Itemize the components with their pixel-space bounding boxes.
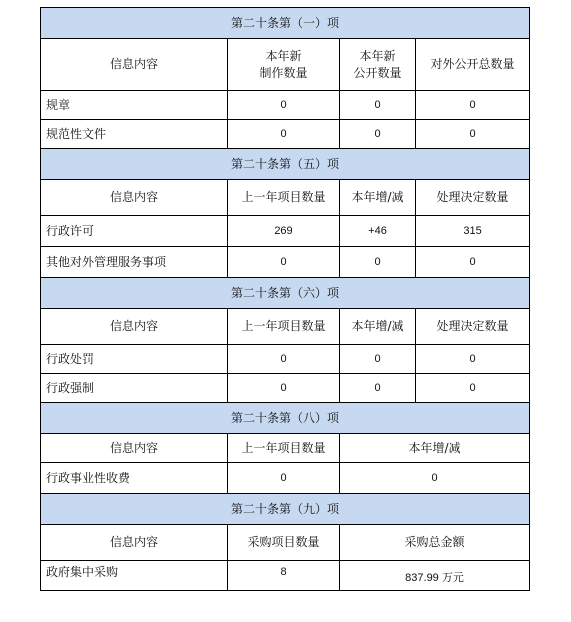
cell-value: 0 (228, 91, 340, 120)
column-header-info-content: 信息内容 (41, 434, 228, 463)
cell-value: 0 (416, 247, 530, 278)
table-row (41, 216, 530, 247)
column-header-change: 本年增/减 (340, 180, 416, 216)
table-row (41, 91, 530, 120)
column-header-last-year-count: 上一年项目数量 (228, 309, 340, 345)
cell-value: 0 (416, 120, 530, 149)
table-row (41, 463, 530, 494)
row-label: 规范性文件 (41, 120, 228, 149)
row-label: 规章 (41, 91, 228, 120)
cell-value: 0 (340, 345, 416, 374)
government-info-disclosure-table (40, 7, 530, 591)
section-title: 第二十条第（六）项 (41, 278, 530, 309)
column-header-change: 本年增/减 (340, 309, 416, 345)
section-title: 第二十条第（九）项 (41, 494, 530, 525)
column-header-purchase-amount: 采购总金额 (340, 525, 530, 561)
cell-value: 0 (340, 247, 416, 278)
table-row (41, 345, 530, 374)
cell-value: 0 (228, 374, 340, 403)
cell-value: 0 (416, 91, 530, 120)
column-header-last-year-count: 上一年项目数量 (228, 180, 340, 216)
column-header-decision-count: 处理决定数量 (416, 309, 530, 345)
cell-value: 0 (228, 120, 340, 149)
column-header-new-created: 本年新 制作数量 (228, 39, 340, 91)
column-header-purchase-count: 采购项目数量 (228, 525, 340, 561)
cell-value: 0 (340, 91, 416, 120)
cell-value: 0 (340, 120, 416, 149)
column-header-info-content: 信息内容 (41, 525, 228, 561)
table-row (41, 374, 530, 403)
cell-value: 0 (416, 345, 530, 374)
column-header-decision-count: 处理决定数量 (416, 180, 530, 216)
row-label: 政府集中采购 (41, 561, 228, 591)
table-row (41, 561, 530, 591)
column-header-change: 本年增/减 (340, 434, 530, 463)
cell-value: 0 (228, 463, 340, 494)
cell-value: 0 (228, 247, 340, 278)
section-title: 第二十条第（一）项 (41, 8, 530, 39)
cell-value: 0 (340, 463, 530, 494)
column-header-info-content: 信息内容 (41, 180, 228, 216)
column-header-total-published: 对外公开总数量 (416, 39, 530, 91)
table-row (41, 247, 530, 278)
section-title: 第二十条第（五）项 (41, 149, 530, 180)
cell-value: 0 (228, 345, 340, 374)
cell-value-total-amount: 837.99 万元 (340, 561, 530, 591)
cell-value: 269 (228, 216, 340, 247)
row-label: 行政强制 (41, 374, 228, 403)
cell-value: 315 (416, 216, 530, 247)
column-header-info-content: 信息内容 (41, 39, 228, 91)
cell-value: 8 (228, 561, 340, 591)
column-header-last-year-count: 上一年项目数量 (228, 434, 340, 463)
cell-value: 0 (340, 374, 416, 403)
row-label: 行政许可 (41, 216, 228, 247)
row-label: 行政处罚 (41, 345, 228, 374)
cell-value: +46 (340, 216, 416, 247)
column-header-new-published: 本年新 公开数量 (340, 39, 416, 91)
row-label: 其他对外管理服务事项 (41, 247, 228, 278)
section-title: 第二十条第（八）项 (41, 403, 530, 434)
table-row (41, 120, 530, 149)
row-label: 行政事业性收费 (41, 463, 228, 494)
cell-value: 0 (416, 374, 530, 403)
column-header-info-content: 信息内容 (41, 309, 228, 345)
